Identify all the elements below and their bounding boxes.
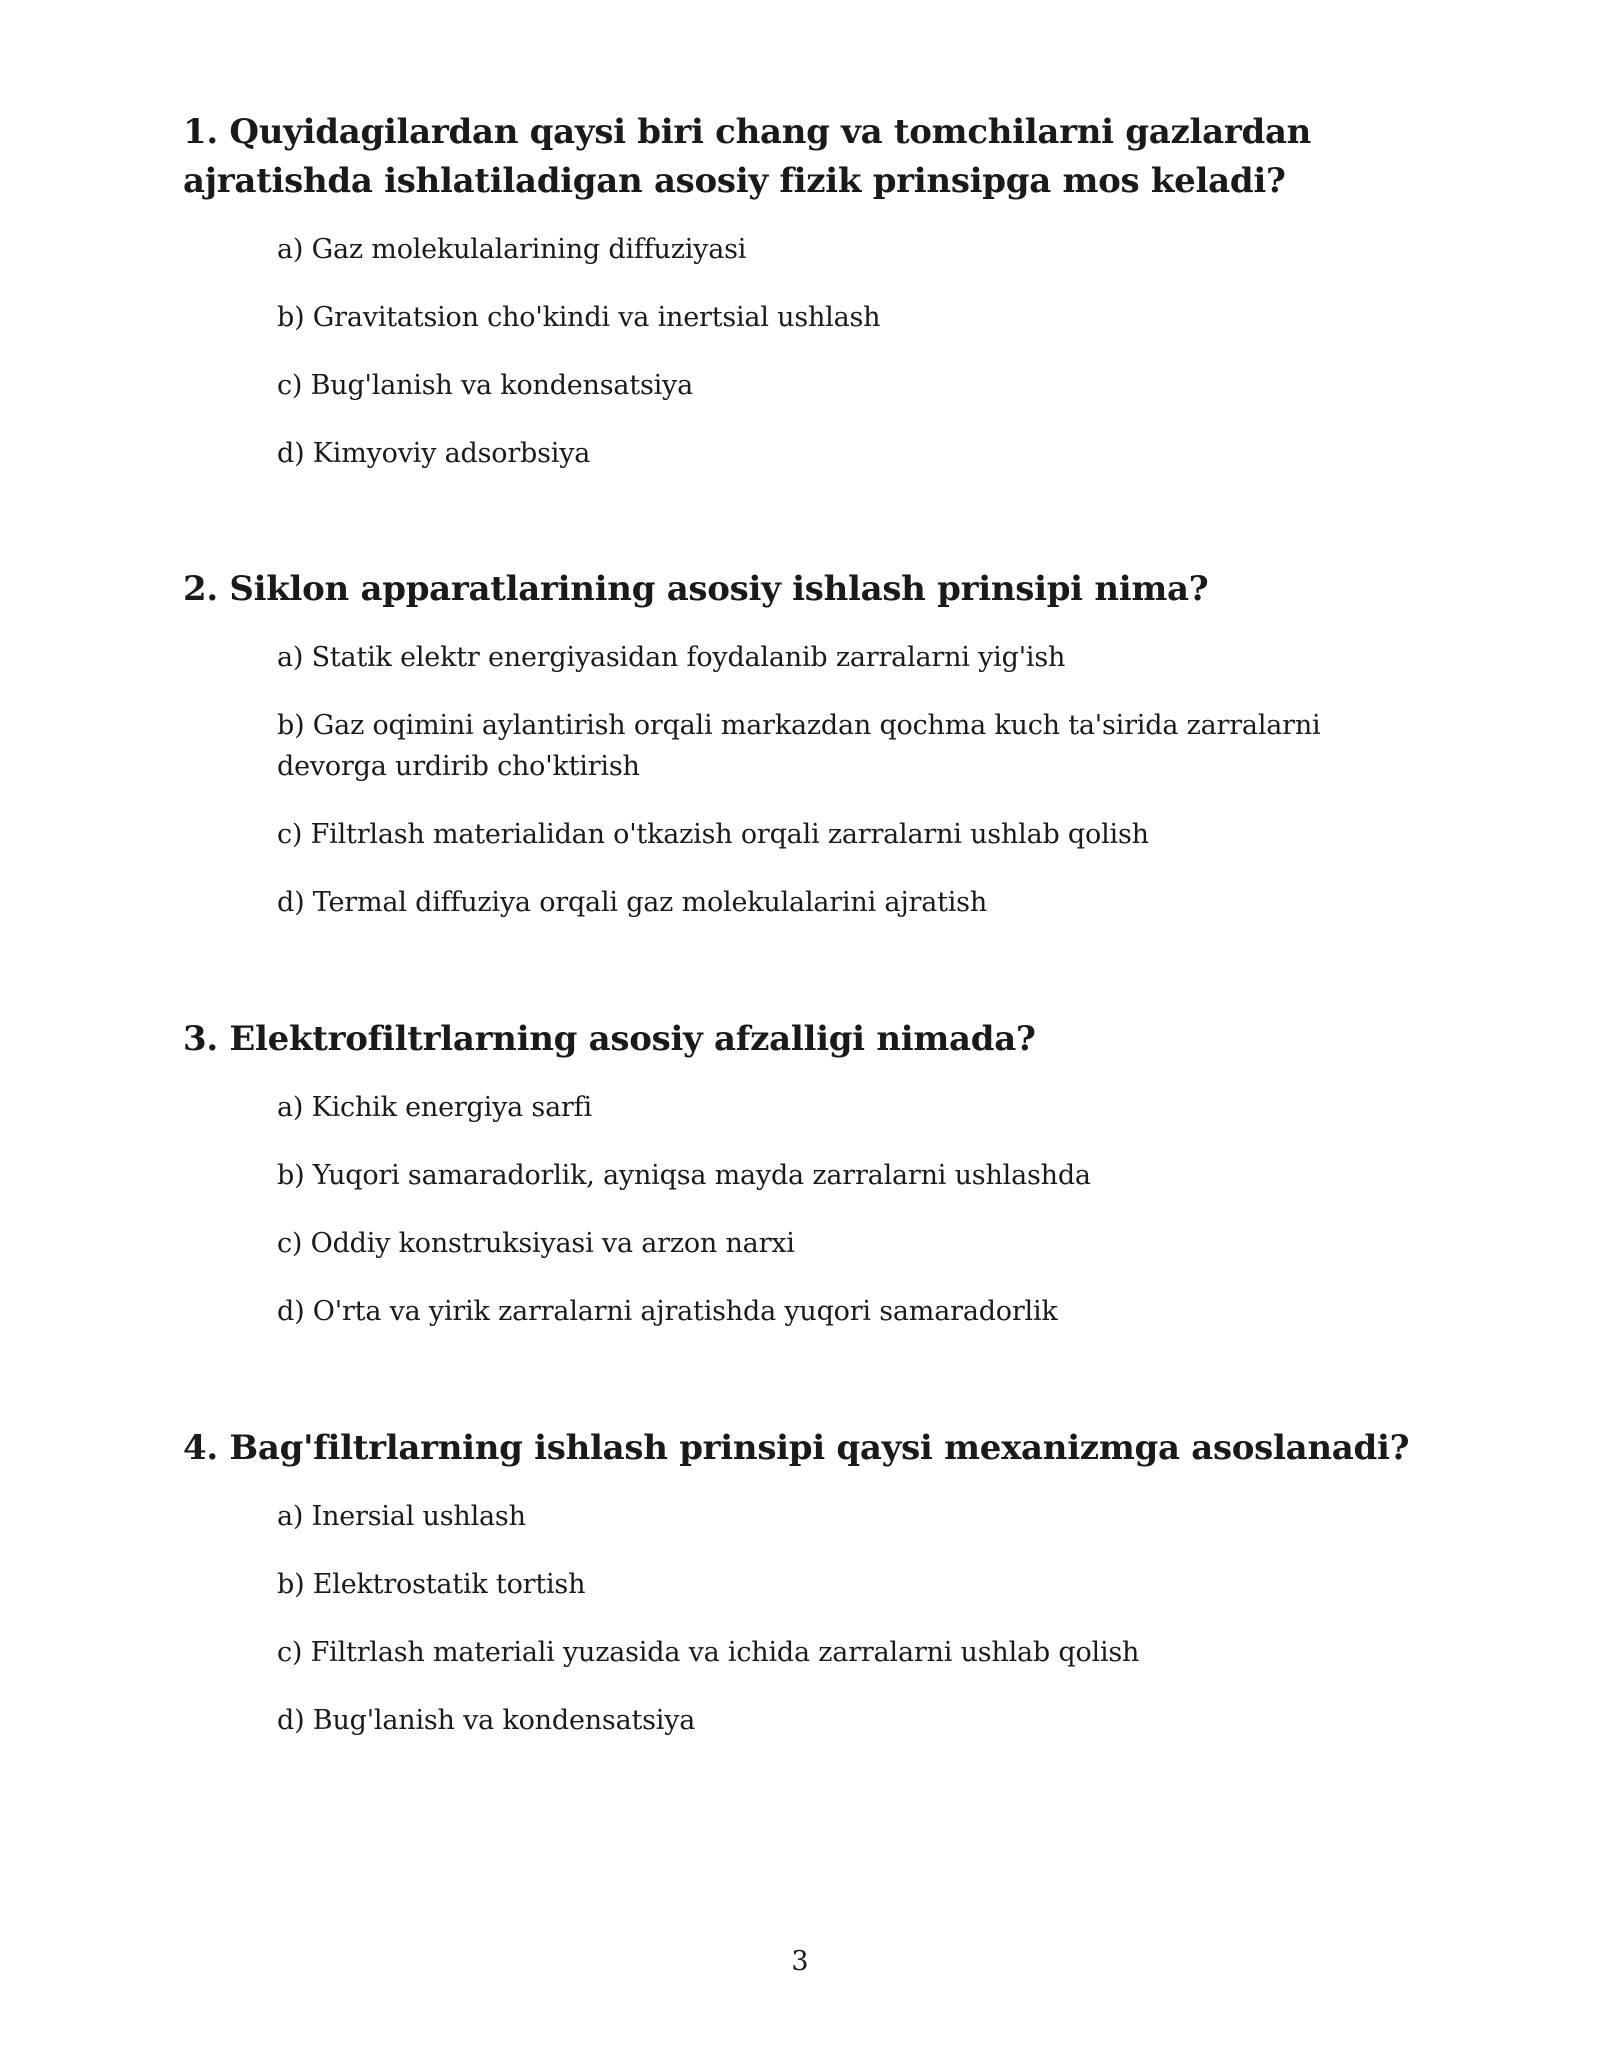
question-1 [183,108,1423,474]
option-b: b) Yuqori samaradorlik, ayniqsa mayda zarralarni ushlashda [277,1160,1091,1191]
question-4 [183,1424,1423,1741]
option-c: c) Oddiy konstruksiyasi va arzon narxi [277,1228,795,1259]
option-d: d) Bug'lanish va kondensatsiya [277,1705,696,1736]
option-c: c) Bug'lanish va kondensatsiya [277,370,693,401]
option-a: a) Statik elektr energiyasidan foydalanib zarralarni yig'ish [277,642,1066,673]
option-a: a) Kichik energiya sarfi [277,1092,592,1123]
answer-options [277,229,1407,474]
question-title: 1. Quyidagilardan qaysi biri chang va tomchilarni gazlardan ajratishda ishlatiladigan asosiy fizik prinsipga mos keladi? [183,112,1312,201]
option-a: a) Gaz molekulalarining diffuziyasi [277,234,747,265]
question-title: 3. Elektrofiltrlarning asosiy afzalligi nimada? [183,1019,1036,1059]
option-d: d) Kimyoviy adsorbsiya [277,438,591,469]
option-b: b) Gravitatsion cho'kindi va inertsial ushlash [277,302,881,333]
question-title: 2. Siklon apparatlarining asosiy ishlash prinsipi nima? [183,569,1209,609]
option-b: b) Elektrostatik tortish [277,1569,586,1600]
answer-options [277,637,1407,923]
question-3 [183,1015,1423,1332]
answer-options [277,1496,1407,1741]
option-b: b) Gaz oqimini aylantirish orqali markazdan qochma kuch ta'sirida zarralarni devorga urdirib cho'ktirish [277,710,1321,782]
question-title: 4. Bag'filtrlarning ishlash prinsipi qaysi mexanizmga asoslanadi? [183,1428,1410,1468]
option-c: c) Filtrlash materiali yuzasida va ichida zarralarni ushlab qolish [277,1637,1140,1668]
option-d: d) O'rta va yirik zarralarni ajratishda yuqori samaradorlik [277,1296,1058,1327]
question-2 [183,565,1423,923]
answer-options [277,1087,1407,1332]
option-a: a) Inersial ushlash [277,1501,526,1532]
option-d: d) Termal diffuziya orqali gaz molekulalarini ajratish [277,887,988,918]
option-c: c) Filtrlash materialidan o'tkazish orqali zarralarni ushlab qolish [277,819,1149,850]
page-number: 3 [791,1946,809,1977]
